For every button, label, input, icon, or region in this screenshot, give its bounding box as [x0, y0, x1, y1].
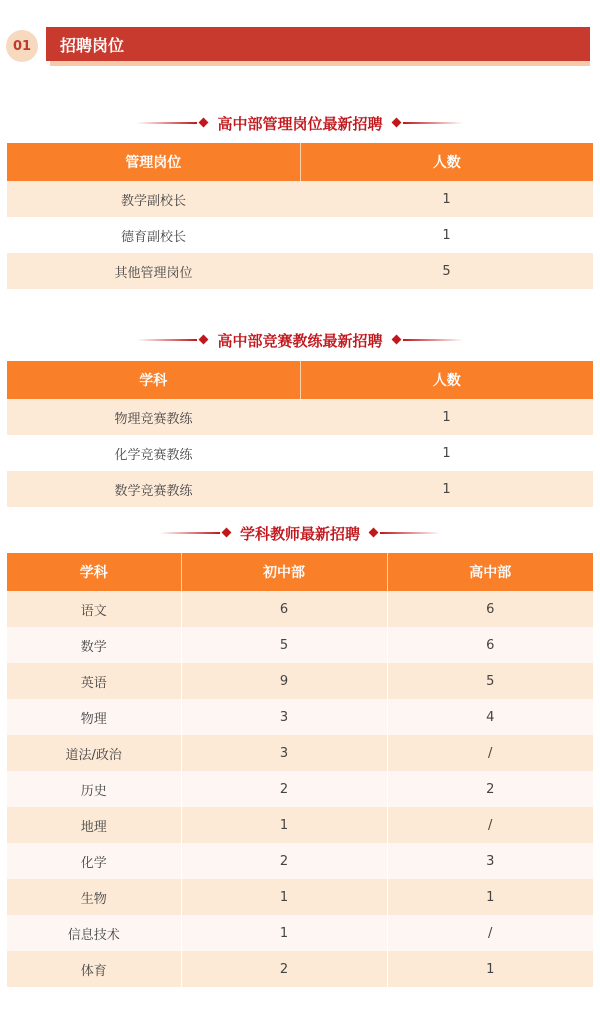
- table-cell: 6: [387, 627, 593, 663]
- table-row: [7, 807, 593, 843]
- management-table: [7, 143, 593, 289]
- table-row: [7, 915, 593, 951]
- table-cell: 地理: [7, 807, 181, 843]
- table-row: [7, 181, 593, 217]
- table-cell: 2: [181, 771, 387, 807]
- column-header: 初中部: [181, 553, 387, 591]
- arrow-right-decoration: [391, 118, 463, 128]
- table-row: [7, 217, 593, 253]
- arrow-right-decoration: [391, 335, 463, 345]
- section-header: [0, 20, 600, 70]
- column-header: 人数: [300, 361, 593, 399]
- column-header: 高中部: [387, 553, 593, 591]
- table-cell: 2: [387, 771, 593, 807]
- table-cell: 6: [181, 591, 387, 627]
- table-header-row: [7, 553, 593, 591]
- teacher-table: [7, 553, 593, 987]
- table-cell: 6: [387, 591, 593, 627]
- table-row: [7, 699, 593, 735]
- table-cell: 1: [181, 915, 387, 951]
- arrow-left-decoration: [160, 528, 232, 538]
- table-cell: /: [387, 735, 593, 771]
- table-cell: 1: [300, 399, 593, 435]
- table-row: [7, 663, 593, 699]
- arrow-left-decoration: [137, 118, 209, 128]
- table-cell: 化学竞赛教练: [7, 435, 300, 471]
- table-cell: 数学: [7, 627, 181, 663]
- table-cell: 2: [181, 951, 387, 987]
- table-header-row: [7, 143, 593, 181]
- table-cell: 4: [387, 699, 593, 735]
- table-cell: 3: [387, 843, 593, 879]
- coach-table: [7, 361, 593, 507]
- table-row: [7, 843, 593, 879]
- table-cell: 数学竞赛教练: [7, 471, 300, 507]
- table-header-row: [7, 361, 593, 399]
- table-cell: 1: [387, 951, 593, 987]
- table-cell: 英语: [7, 663, 181, 699]
- table-row: [7, 627, 593, 663]
- table-cell: 道法/政治: [7, 735, 181, 771]
- table-cell: 德育副校长: [7, 217, 300, 253]
- table-row: [7, 591, 593, 627]
- subtitle-coach-text: 高中部竞赛教练最新招聘: [217, 331, 383, 350]
- table-cell: 1: [300, 471, 593, 507]
- column-header: 人数: [300, 143, 593, 181]
- subtitle-management: [0, 111, 600, 135]
- table-cell: 5: [300, 253, 593, 289]
- table-row: [7, 879, 593, 915]
- table-cell: 历史: [7, 771, 181, 807]
- table-cell: 1: [181, 879, 387, 915]
- table-cell: 化学: [7, 843, 181, 879]
- section-number: 01: [6, 30, 38, 62]
- table-cell: 教学副校长: [7, 181, 300, 217]
- section-title: 招聘岗位: [46, 27, 590, 61]
- table-cell: 1: [300, 435, 593, 471]
- subtitle-teacher: [0, 521, 600, 545]
- table-cell: 物理: [7, 699, 181, 735]
- table-cell: 5: [181, 627, 387, 663]
- column-header: 学科: [7, 553, 181, 591]
- table-cell: 2: [181, 843, 387, 879]
- table-cell: 生物: [7, 879, 181, 915]
- table-cell: 3: [181, 699, 387, 735]
- column-header: 管理岗位: [7, 143, 300, 181]
- table-row: [7, 771, 593, 807]
- table-cell: 其他管理岗位: [7, 253, 300, 289]
- table-cell: /: [387, 807, 593, 843]
- table-row: [7, 253, 593, 289]
- table-row: [7, 399, 593, 435]
- table-cell: 1: [387, 879, 593, 915]
- table-cell: 3: [181, 735, 387, 771]
- table-cell: 语文: [7, 591, 181, 627]
- table-cell: 5: [387, 663, 593, 699]
- table-row: [7, 951, 593, 987]
- table-cell: 体育: [7, 951, 181, 987]
- table-row: [7, 735, 593, 771]
- table-row: [7, 471, 593, 507]
- table-row: [7, 435, 593, 471]
- table-cell: 1: [300, 181, 593, 217]
- arrow-left-decoration: [137, 335, 209, 345]
- table-cell: /: [387, 915, 593, 951]
- subtitle-teacher-text: 学科教师最新招聘: [239, 524, 360, 543]
- arrow-right-decoration: [368, 528, 440, 538]
- table-cell: 信息技术: [7, 915, 181, 951]
- subtitle-coach: [0, 328, 600, 352]
- table-cell: 9: [181, 663, 387, 699]
- table-cell: 物理竞赛教练: [7, 399, 300, 435]
- table-cell: 1: [181, 807, 387, 843]
- subtitle-management-text: 高中部管理岗位最新招聘: [217, 114, 383, 133]
- column-header: 学科: [7, 361, 300, 399]
- table-cell: 1: [300, 217, 593, 253]
